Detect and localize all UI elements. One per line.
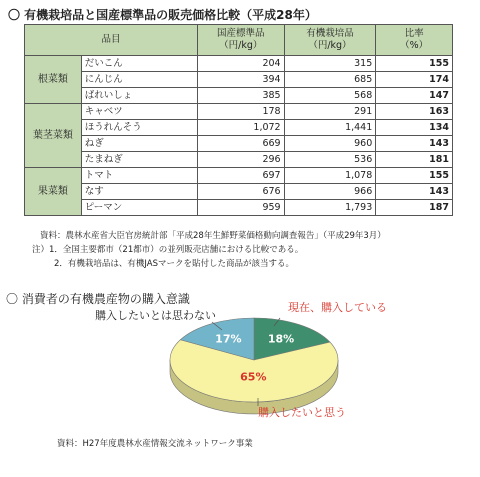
domestic-price-cell: 669 <box>197 136 284 152</box>
organic-price-cell: 966 <box>284 184 376 200</box>
pie-category-label: 購入したいとは思わない <box>95 309 216 322</box>
group-label: 葉茎菜類 <box>25 104 82 168</box>
domestic-price-cell: 296 <box>197 152 284 168</box>
source-note: 資料：農林水産省大臣官房統計部「平成28年生鮮野菜価格動向調査報告」（平成29年3月） <box>40 231 386 241</box>
domestic-price-cell: 697 <box>197 168 284 184</box>
domestic-price-cell: 394 <box>197 72 284 88</box>
table-row <box>25 152 453 168</box>
domestic-price-cell: 385 <box>197 88 284 104</box>
item-cell: だいこん <box>81 56 197 72</box>
table-header-row <box>25 25 453 56</box>
table-row <box>25 56 453 72</box>
price-comparison-table <box>24 24 453 216</box>
organic-price-cell: 1,441 <box>284 120 376 136</box>
item-cell: ほうれんそう <box>81 120 197 136</box>
table-row <box>25 136 453 152</box>
item-cell: なす <box>81 184 197 200</box>
pie-value-label: 65% <box>240 370 267 384</box>
ratio-cell: 143 <box>376 184 453 200</box>
table-row <box>25 72 453 88</box>
item-cell: ピーマン <box>81 200 197 216</box>
item-cell: キャベツ <box>81 104 197 120</box>
item-cell: にんじん <box>81 72 197 88</box>
organic-price-cell: 960 <box>284 136 376 152</box>
pie-category-label: 購入したいと思う <box>258 406 346 419</box>
section1-title: 〇 有機栽培品と国産標準品の販売価格比較（平成28年） <box>8 8 317 22</box>
ratio-cell: 155 <box>376 56 453 72</box>
header-domestic-text: 国産標準品 （円/kg） <box>217 28 265 51</box>
table-row <box>25 168 453 184</box>
domestic-price-cell: 959 <box>197 200 284 216</box>
header-domestic <box>197 25 284 56</box>
domestic-price-cell: 676 <box>197 184 284 200</box>
pie-layer <box>95 300 387 419</box>
item-cell: ねぎ <box>81 136 197 152</box>
header-ratio-text: 比率 （%） <box>400 28 429 51</box>
header-organic-text: 有機栽培品 （円/kg） <box>306 28 354 51</box>
notes-block <box>32 229 386 271</box>
ratio-cell: 155 <box>376 168 453 184</box>
note-1: 注）1．全国主要都市（21都市）の並列販売店舗における比較である。 <box>32 245 304 255</box>
organic-price-cell: 568 <box>284 88 376 104</box>
organic-price-cell: 291 <box>284 104 376 120</box>
section2-title: 〇 消費者の有機農産物の購入意識 <box>6 292 190 306</box>
table-row <box>25 184 453 200</box>
organic-price-cell: 1,793 <box>284 200 376 216</box>
organic-price-cell: 1,078 <box>284 168 376 184</box>
domestic-price-cell: 178 <box>197 104 284 120</box>
ratio-cell: 147 <box>376 88 453 104</box>
organic-price-cell: 685 <box>284 72 376 88</box>
ratio-cell: 163 <box>376 104 453 120</box>
item-cell: ばれいしょ <box>81 88 197 104</box>
note-2: 2．有機栽培品は、有機JASマークを貼付した商品が該当する。 <box>54 259 294 269</box>
purchase-intent-pie-chart <box>0 300 480 440</box>
table-row <box>25 200 453 216</box>
pie-value-label: 18% <box>267 332 295 346</box>
ratio-cell: 187 <box>376 200 453 216</box>
ratio-cell: 134 <box>376 120 453 136</box>
header-item: 品目 <box>25 25 198 56</box>
group-label: 果菜類 <box>25 168 82 216</box>
pie-value-label: 17% <box>215 332 242 346</box>
table-row <box>25 120 453 136</box>
table-row <box>25 88 453 104</box>
header-organic <box>284 25 376 56</box>
header-ratio <box>376 25 453 56</box>
pie-category-label: 現在、購入している <box>288 301 387 314</box>
ratio-cell: 143 <box>376 136 453 152</box>
organic-price-cell: 536 <box>284 152 376 168</box>
group-label: 根菜類 <box>25 56 82 104</box>
ratio-cell: 174 <box>376 72 453 88</box>
ratio-cell: 181 <box>376 152 453 168</box>
organic-price-cell: 315 <box>284 56 376 72</box>
domestic-price-cell: 1,072 <box>197 120 284 136</box>
table-body <box>25 56 453 216</box>
section2-source: 資料：H27年度農林水産情報交流ネットワーク事業 <box>57 439 253 449</box>
table-row <box>25 104 453 120</box>
item-cell: トマト <box>81 168 197 184</box>
item-cell: たまねぎ <box>81 152 197 168</box>
domestic-price-cell: 204 <box>197 56 284 72</box>
